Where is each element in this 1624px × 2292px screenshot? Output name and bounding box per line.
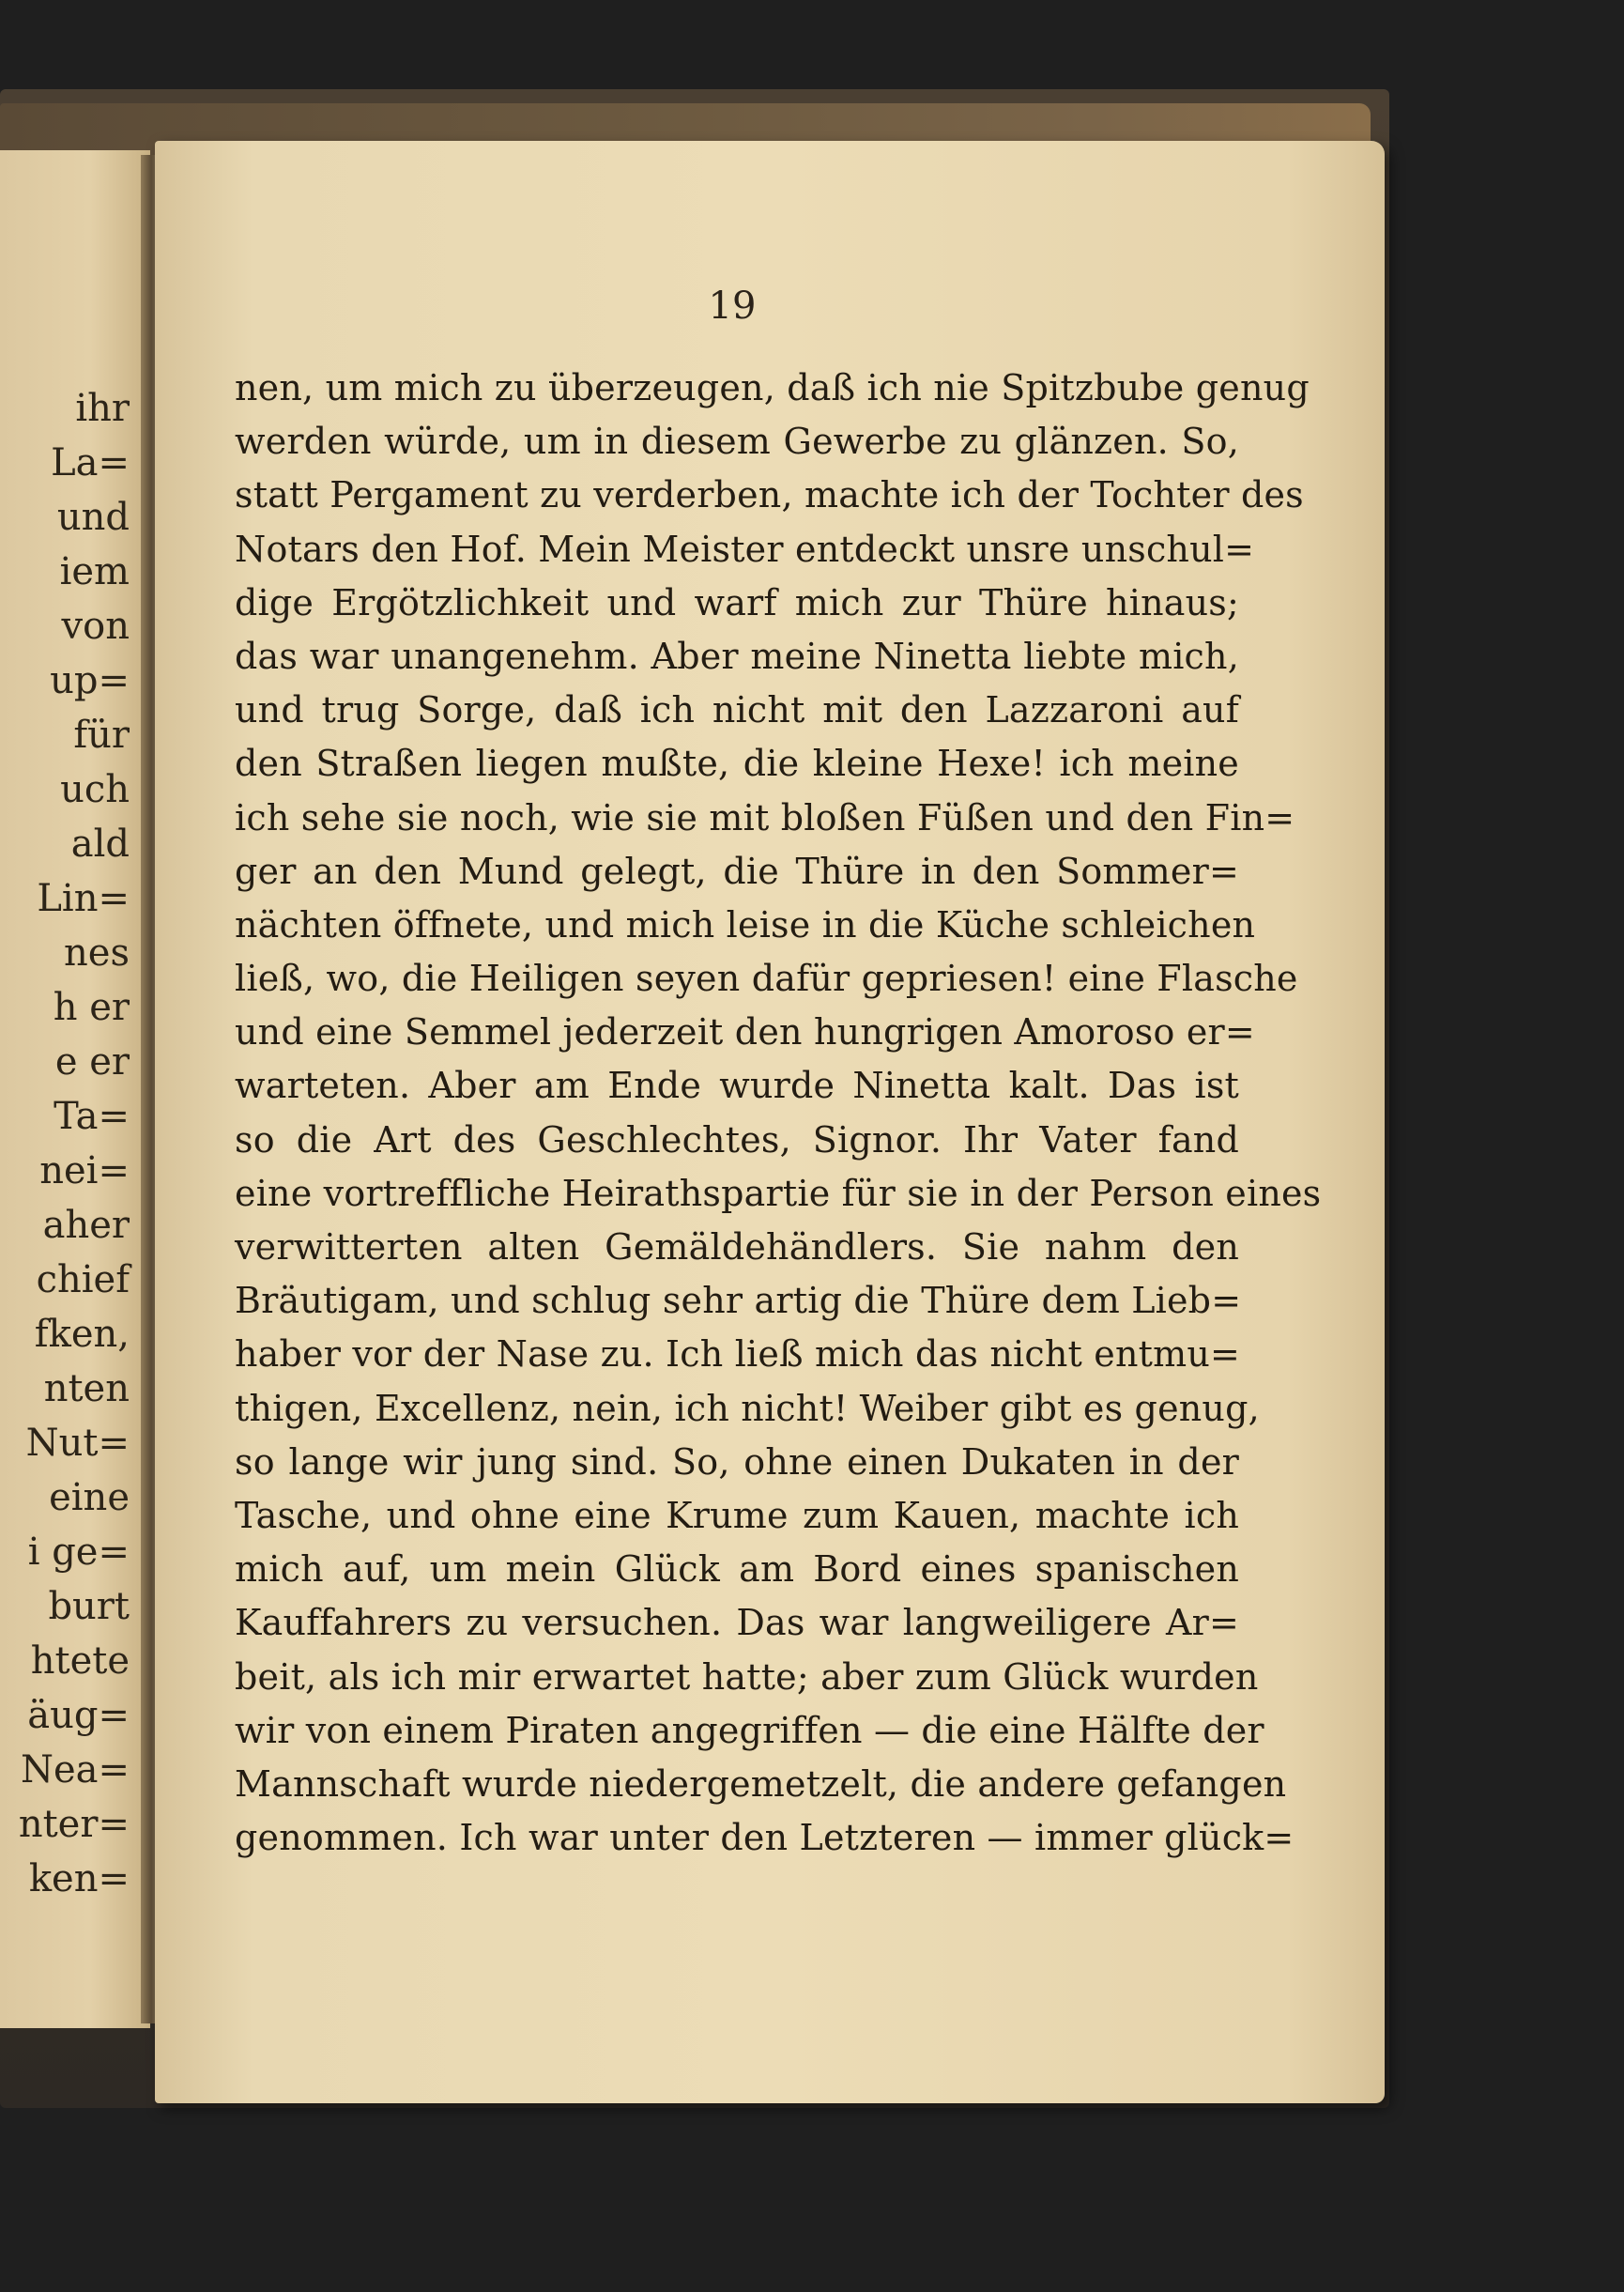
left-page-fragment: für bbox=[73, 714, 130, 757]
left-page-fragment: Nea= bbox=[20, 1748, 130, 1792]
left-page-fragment: Nut= bbox=[25, 1422, 130, 1465]
left-page-fragment: nes bbox=[64, 931, 130, 975]
text-line: statt Pergament zu verderben, machte ich der Tochter des bbox=[235, 474, 1304, 516]
text-line: nen, um mich zu überzeugen, daß ich nie Spitzbube genug bbox=[235, 367, 1310, 408]
text-line: so lange wir jung sind. So, ohne einen Dukaten in der bbox=[235, 1440, 1239, 1483]
page-text bbox=[235, 361, 1322, 1865]
text-line: Bräutigam, und schlug sehr artig die Thüre dem Lieb= bbox=[235, 1280, 1242, 1322]
text-line: ließ, wo, die Heiligen seyen dafür gepriesen! eine Flasche bbox=[235, 958, 1298, 1000]
left-page-fragment: ald bbox=[70, 823, 130, 866]
text-line: Mannschaft wurde niedergemetzelt, die andere gefangen bbox=[235, 1762, 1287, 1805]
left-page-fragment: ken= bbox=[28, 1857, 130, 1900]
text-line: so die Art des Geschlechtes, Signor. Ihr Vater fand bbox=[235, 1118, 1239, 1161]
left-page-fragment: chief bbox=[36, 1258, 130, 1301]
left-page-fragment: äug= bbox=[27, 1694, 130, 1737]
text-line: eine vortreffliche Heirathspartie für sie in der Person eines bbox=[235, 1172, 1322, 1214]
left-page-fragment: aher bbox=[42, 1204, 130, 1247]
text-line: nächten öffnete, und mich leise in die Küche schleichen bbox=[235, 903, 1256, 946]
left-page-fragment: eine bbox=[49, 1476, 130, 1519]
left-page-fragment: uch bbox=[60, 768, 130, 811]
text-line: ger an den Mund gelegt, die Thüre in den Sommer= bbox=[235, 850, 1239, 892]
left-page-fragment: iem bbox=[59, 550, 130, 593]
page-number: 19 bbox=[708, 285, 757, 328]
left-page-fragment: h er bbox=[53, 986, 130, 1029]
text-line: haber vor der Nase zu. Ich ließ mich das nicht entmu= bbox=[235, 1333, 1241, 1376]
left-page-fragment: La= bbox=[51, 441, 130, 485]
text-line: Tasche, und ohne eine Krume zum Kauen, machte ich bbox=[235, 1494, 1239, 1536]
left-page-fragment: nten bbox=[43, 1367, 130, 1410]
left-page-fragment: up= bbox=[50, 659, 130, 702]
left-page-fragment: nei= bbox=[39, 1149, 130, 1192]
text-line: und trug Sorge, daß ich nicht mit den Lazzaroni auf bbox=[235, 689, 1239, 731]
text-line: ich sehe sie noch, wie sie mit bloßen Füßen und den Fin= bbox=[235, 796, 1295, 838]
left-page-fragment: burt bbox=[48, 1585, 130, 1628]
left-page-fragment: i ge= bbox=[27, 1531, 130, 1574]
text-line: wir von einem Piraten angegriffen — die eine Hälfte der bbox=[235, 1709, 1264, 1751]
left-page-fragment: Lin= bbox=[37, 877, 130, 920]
left-page bbox=[0, 150, 150, 2028]
text-line: warteten. Aber am Ende wurde Ninetta kalt. Das ist bbox=[235, 1065, 1239, 1107]
left-page-fragment: und bbox=[56, 496, 130, 539]
left-page-fragment: fken, bbox=[34, 1313, 130, 1356]
left-page-fragment: htete bbox=[30, 1639, 130, 1683]
text-line: verwitterten alten Gemäldehändlers. Sie nahm den bbox=[235, 1226, 1239, 1268]
left-page-fragment: ihr bbox=[75, 387, 130, 430]
text-line: beit, als ich mir erwartet hatte; aber zum Glück wurden bbox=[235, 1655, 1259, 1698]
left-page-fragment: nter= bbox=[18, 1803, 130, 1846]
left-page-fragment: von bbox=[61, 605, 130, 648]
text-line: mich auf, um mein Glück am Bord eines spanischen bbox=[235, 1548, 1239, 1591]
text-line: dige Ergötzlichkeit und warf mich zur Thüre hinaus; bbox=[235, 581, 1239, 623]
text-line: thigen, Excellenz, nein, ich nicht! Weiber gibt es genug, bbox=[235, 1387, 1260, 1429]
left-page-fragment: e er bbox=[54, 1040, 130, 1084]
text-line: das war unangenehm. Aber meine Ninetta liebte mich, bbox=[235, 635, 1239, 677]
text-line: werden würde, um in diesem Gewerbe zu glänzen. So, bbox=[235, 421, 1239, 463]
text-line: und eine Semmel jederzeit den hungrigen Amoroso er= bbox=[235, 1011, 1255, 1054]
text-line: den Straßen liegen mußte, die kleine Hexe! ich meine bbox=[235, 743, 1239, 785]
text-line: Kauffahrers zu versuchen. Das war langweiligere Ar= bbox=[235, 1602, 1239, 1644]
text-line: genommen. Ich war unter den Letzteren — immer glück= bbox=[235, 1817, 1295, 1859]
left-page-fragment: Ta= bbox=[54, 1095, 130, 1138]
text-line: Notars den Hof. Mein Meister entdeckt unsre unschul= bbox=[235, 528, 1255, 570]
